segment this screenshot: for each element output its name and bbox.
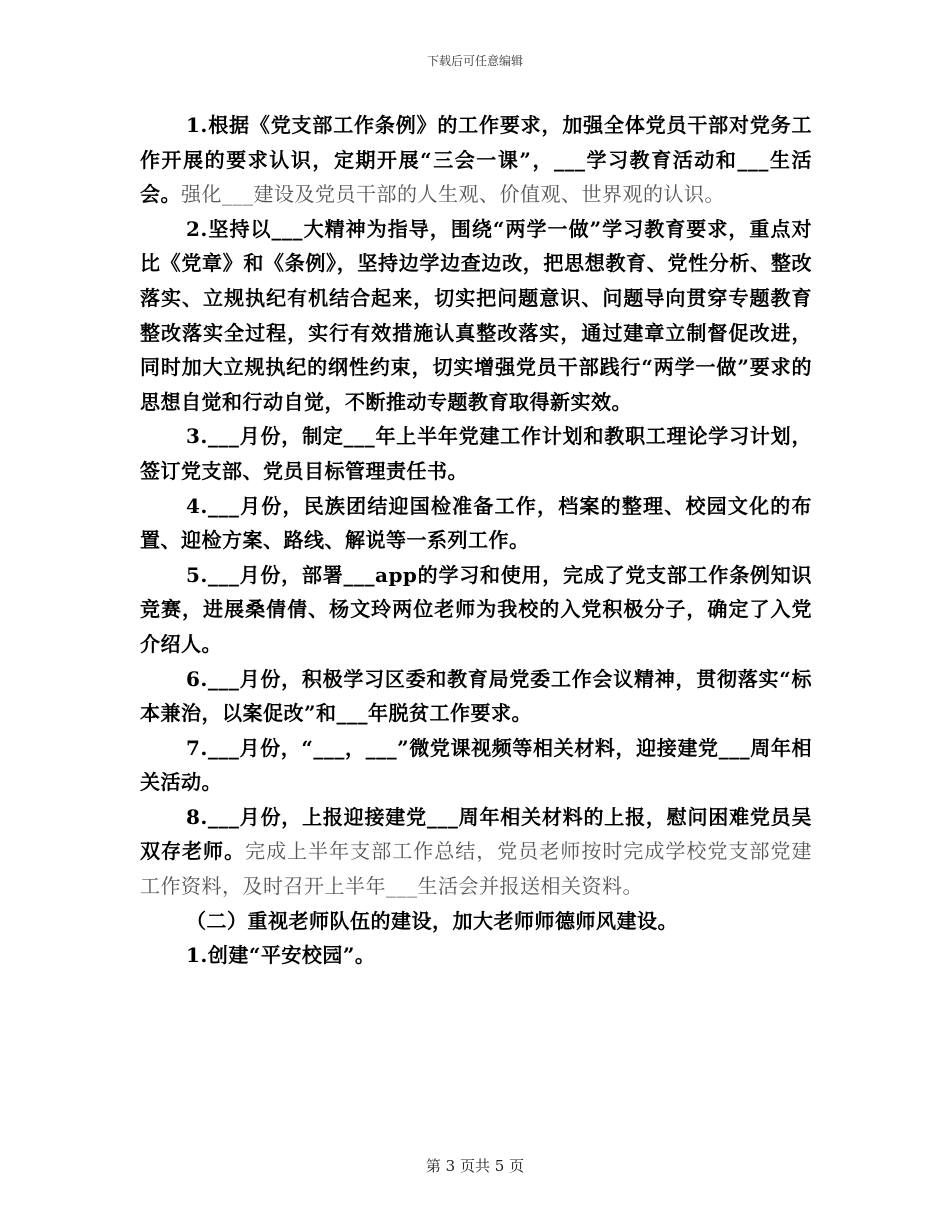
paragraph-6-main: 6.___月份，积极学习区委和教育局党委工作会议精神，贯彻落实“标本兼治，以案促改”和___年脱贫工作要求。 — [140, 666, 812, 726]
paragraph-7 — [140, 731, 812, 800]
paragraph-1-main: 1.根据《党支部工作条例》的工作要求，加强全体党员干部对党务工作开展的要求认识，定期开展“三会一课”，___学习教育活动和___生活会。 — [140, 113, 812, 207]
paragraph-4-main: 4.___月份，民族团结迎国检准备工作，档案的整理、校园文化的布置、迎检方案、路线、解说等一系列工作。 — [140, 493, 812, 553]
paragraph-8-light: 完成上半年支部工作总结，党员老师按时完成学校党支部党建工作资料，及时召开上半年___生活会并报送相关资料。 — [140, 839, 813, 899]
page-header: 下载后可任意编辑 — [426, 54, 523, 68]
section-heading-text: （二）重视老师队伍的建设，加大老师师德师风建设。 — [186, 908, 678, 933]
paragraph-5 — [140, 558, 812, 662]
paragraph-5-main: 5.___月份，部署___app的学习和使用，完成了党支部工作条例知识竞赛，进展桑倩倩、杨文玲两位老师为我校的入党积极分子，确定了入党介绍人。 — [140, 562, 812, 656]
section-heading — [140, 904, 812, 939]
paragraph-2 — [140, 212, 812, 420]
paragraph-6 — [140, 662, 812, 731]
paragraph-2-main: 2.坚持以___大精神为指导，围绕“两学一做”学习教育要求，重点对比《党章》和《条例》，坚持边学边查边改，把思想教育、党性分析、整改落实、立规执纪有机结合起来，切实把问题意识、问题导向贯穿专题教育整改落实全过程，实行有效措施认真整改落实，通过建章立制督促改进，同时加大立规执纪的纲性约束，切实增强党员干部践行“两学一做”要求的思想自觉和行动自觉，不断推动专题教育取得新实效。 — [140, 216, 812, 414]
paragraph-3 — [140, 419, 812, 488]
paragraph-9 — [140, 938, 812, 973]
paragraph-8-main: 8.___月份，上报迎接建党___周年相关材料的上报，慰问困难党员吴双存老师。 — [140, 804, 812, 864]
paragraph-1 — [140, 108, 812, 212]
paragraph-1-light: 强化___建设及党员干部的人生观、价值观、世界观的认识。 — [181, 182, 725, 207]
paragraph-3-main: 3.___月份，制定___年上半年党建工作计划和教职工理论学习计划，签订党支部、党员目标管理责任书。 — [140, 424, 812, 483]
paragraph-8 — [140, 800, 812, 904]
paragraph-7-main: 7.___月份，“___，___”微党课视频等相关材料，迎接建党___周年相关活动。 — [140, 735, 812, 795]
document-body — [140, 108, 812, 973]
paragraph-4 — [140, 489, 812, 558]
page-footer: 第 3 页共 5 页 — [425, 1157, 525, 1175]
paragraph-9-main: 1.创建“平安校园”。 — [186, 943, 376, 968]
